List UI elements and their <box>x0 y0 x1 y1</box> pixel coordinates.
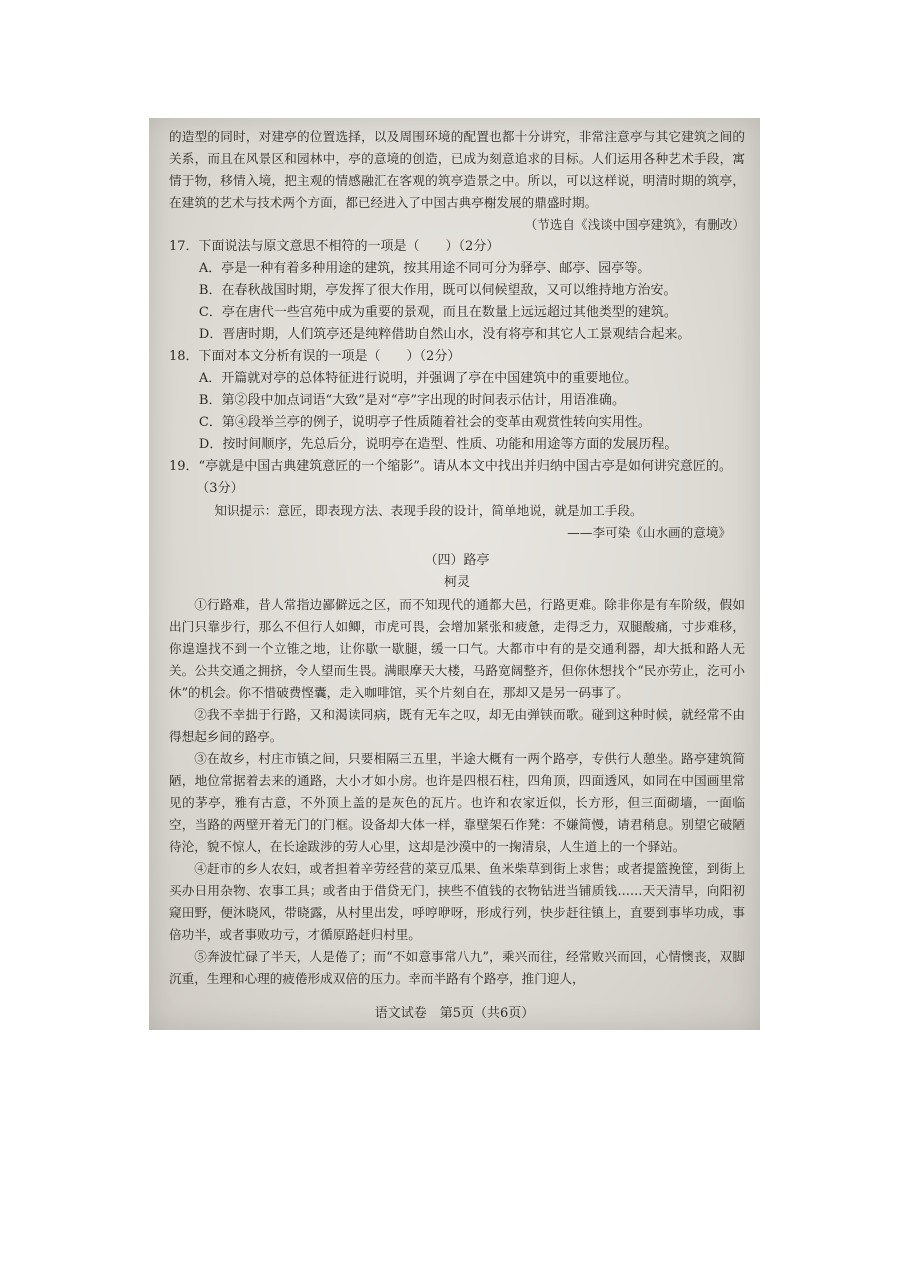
paragraph-1: ①行路难，昔人常指边鄙僻远之区，而不知现代的通都大邑，行路更难。除非你是有车阶级，假如出门只靠步行，那么不但行人如鲫，市虎可畏，会增加紧张和疲惫，走得乏力，双腿酸痛，寸步难移，你遑遑找不到一个立锥之地，让你歇一歇腿，缓一口气。大都市中有的是交通利器，却大抵和路人无关。公共交通之拥挤，令人望而生畏。满眼摩天大楼，马路宽阔整齐，但你休想找个“民亦劳止，汔可小休”的机会。你不惜破费悭囊，走入咖啡馆，买个片刻自在，那却又是另一码事了。 <box>169 597 745 700</box>
section-heading: （四）路亭 <box>424 553 490 568</box>
page-content <box>169 126 745 990</box>
question-17 <box>169 236 745 346</box>
section-author: 柯灵 <box>443 575 470 590</box>
option-c: C．亭在唐代一些宫苑中成为重要的景观，而且在数量上远远超过其他类型的建筑。 <box>198 305 677 320</box>
paragraph-4: ④赶市的乡人农妇，或者担着辛劳经营的菜豆瓜果、鱼米柴草到街上求售；或者提篮挽筐，到街上买办日用杂物、农事工具；或者由于借贷无门，挟些不值钱的衣物钻进当铺质钱……天天清早，向阳初窥田野，便沐晓风，带晓露，从村里出发，呼哼咿呀，形成行列，快步赶往镇上，直要到事毕功成，事倍功半，或者事败功亏，才循原路赶归村里。 <box>169 861 745 942</box>
question-19 <box>169 456 745 500</box>
knowledge-hint: 知识提示：意匠，即表现方法、表现手段的设计，简单地说，就是加工手段。 <box>214 503 643 518</box>
option-d: D．晋唐时期，人们筑亭还是纯粹借助自然山水，没有将亭和其它人工景观结合起来。 <box>198 327 691 342</box>
option-b: B．在春秋战国时期，亭发挥了很大作用，既可以伺候望敌，又可以维持地方治安。 <box>198 283 677 298</box>
paragraph-2: ②我不幸拙于行路，又和渴读同病，既有无车之叹，却无由弹铗而歌。碰到这种时候，就经常不由得想起乡间的路亭。 <box>169 707 745 744</box>
option-a: A．亭是一种有着多种用途的建筑，按其用途不同可分为驿亭、邮亭、园亭等。 <box>198 261 651 276</box>
option-b: B．第②段中加点词语“大致”是对“亭”字出现的时间表示估计，用语准确。 <box>198 393 626 408</box>
question-stem: 17．下面说法与原文意思不相符的一项是（ ）（2分） <box>169 239 500 254</box>
question-stem: 19．“亭就是中国古典建筑意匠的一个缩影”。请从本文中找出并归纳中国古亭是如何讲究意匠的。（3分） <box>169 459 732 496</box>
option-c: C．第④段举兰亭的例子，说明亭子性质随着社会的变革由观赏性转向实用性。 <box>198 415 651 430</box>
question-stem: 18．下面对本文分析有误的一项是（ ）（2分） <box>169 349 461 364</box>
knowledge-hint-source: ——李可染《山水画的意境》 <box>567 525 731 540</box>
exam-page <box>149 118 760 1030</box>
question-18 <box>169 346 745 456</box>
paragraph-3: ③在故乡，村庄市镇之间，只要相隔三五里，半途大概有一两个路亭，专供行人憩坐。路亭建筑简陋，地位常据着去来的通路，大小才如小房。也许是四根石柱，四角顶，四面透风，如同在中国画里常见的茅亭，雅有古意，不外顶上盖的是灰色的瓦片。也许和农家近似，长方形，但三面砌墙，一面临空，当路的两壁开着无门的门框。设备却大体一样，靠壁架石作凳：不嫌简慢，请君稍息。别望它破陋待沦，貌不惊人，在长途跋涉的劳人心里，这却是沙漠中的一掬清泉，人生道上的一个驿站。 <box>169 751 745 854</box>
option-a: A．开篇就对亭的总体特征进行说明，并强调了亭在中国建筑中的重要地位。 <box>198 371 638 386</box>
option-d: D．按时间顺序，先总后分，说明亭在造型、性质、功能和用途等方面的发展历程。 <box>198 437 678 452</box>
passage-source: （节选自《浅谈中国亭建筑》，有删改） <box>524 217 745 232</box>
paragraph-5: ⑤奔波忙碌了半天，人是倦了；而“不如意事常八九”，乘兴而往，经常败兴而回，心情懊丧，双脚沉重，生理和心理的疲倦形成双倍的压力。幸而半路有个路亭，推门迎人， <box>169 949 745 986</box>
passage-tail: 的造型的同时，对建亭的位置选择，以及周围环境的配置也都十分讲究，非常注意亭与其它建筑之间的关系，而且在风景区和园林中，亭的意境的创造，已成为刻意追求的目标。人们运用各种艺术手段，寓情于物，移情入境，把主观的情感融汇在客观的筑亭造景之中。所以，可以这样说，明清时期的筑亭，在建筑的艺术与技术两个方面，都已经进入了中国古典亭榭发展的鼎盛时期。 <box>169 129 745 210</box>
page-footer: 语文试卷 第5页（共6页） <box>374 1006 535 1021</box>
